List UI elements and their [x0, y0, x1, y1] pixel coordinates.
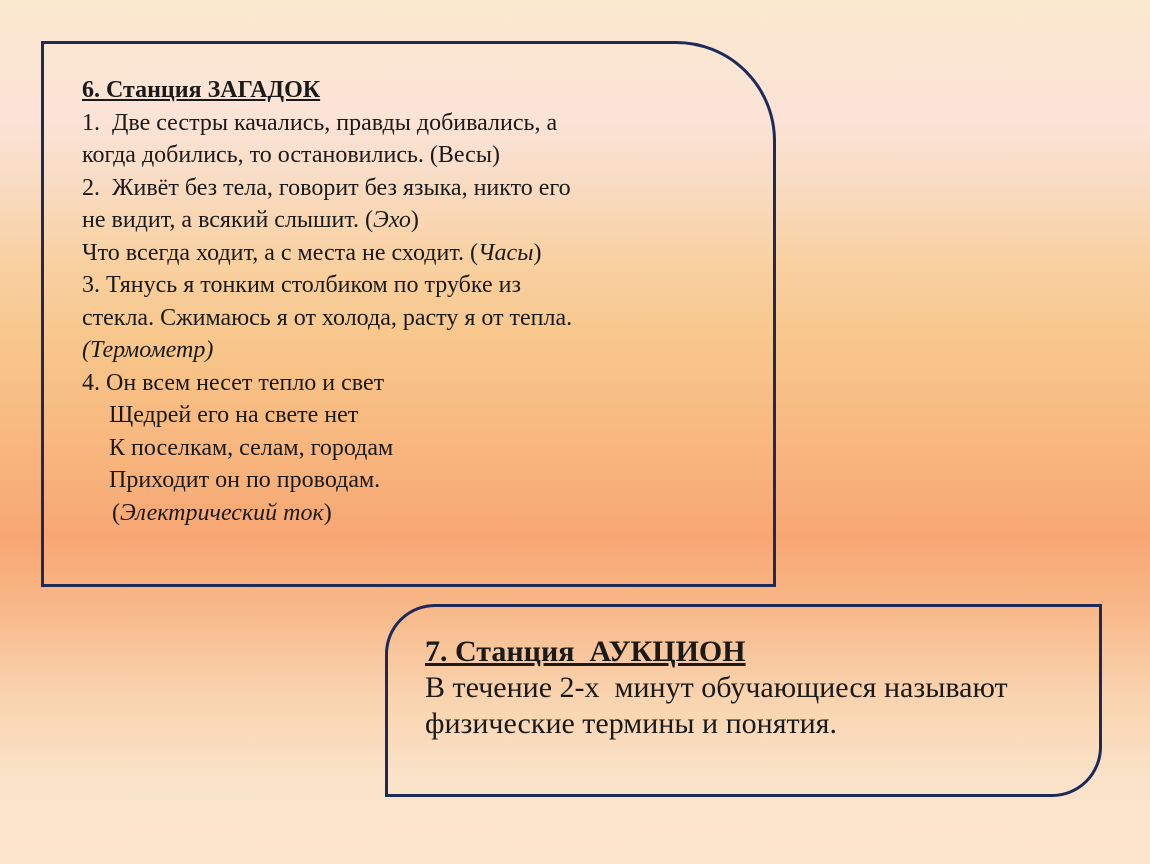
riddle-2-answer: Эхо	[373, 207, 411, 233]
station-7-line-1: В течение 2-х минут обучающиеся называют	[425, 671, 1008, 704]
station-6-card	[41, 41, 776, 587]
riddle-4-answer-text: Электрический ток	[120, 499, 324, 526]
station-7-title: 7. Станция АУКЦИОН	[425, 635, 746, 668]
station-7-line-2: физические термины и понятия.	[425, 707, 837, 740]
riddle-2b-close: )	[533, 239, 542, 266]
station-7-card	[385, 604, 1102, 797]
riddle-4-close: )	[323, 499, 332, 526]
riddle-2-text: не видит, а всякий слышит. (	[82, 207, 374, 233]
riddle-2b-line	[82, 237, 773, 270]
riddle-4-line-1: 4. Он всем несет тепло и свет	[82, 369, 385, 396]
riddle-4-line-2: Щедрей его на свете нет	[109, 402, 359, 428]
riddle-2b-answer: Часы	[478, 239, 534, 266]
riddle-2-line-2	[82, 204, 773, 237]
riddle-1-line-2: когда добились, то остановились. (Весы)	[82, 142, 500, 168]
riddle-4-answer	[82, 497, 773, 530]
riddle-3-line-1: 3. Тянусь я тонким столбиком по трубке из	[82, 272, 521, 298]
riddle-3-line-2: стекла. Сжимаюсь я от холода, расту я от тепла.	[82, 304, 573, 331]
riddle-3-answer-text: (Термометр)	[82, 337, 214, 363]
riddle-1-line-1: 1. Две сестры качались, правды добивались, а	[82, 109, 558, 136]
riddle-4-line-4: Приходит он по проводам.	[109, 467, 381, 493]
riddle-4-line-3: К поселкам, селам, городам	[109, 434, 394, 461]
riddle-2-close: )	[410, 207, 419, 233]
station-6-title: 6. Станция ЗАГАДОК	[82, 77, 321, 103]
riddle-4-open: (	[112, 499, 120, 526]
riddle-3-answer	[82, 334, 773, 367]
riddle-2b-text: Что всегда ходит, а с места не сходит. (	[82, 239, 478, 266]
riddle-2-line-1: 2. Живёт без тела, говорит без языка, никто его	[82, 174, 571, 201]
